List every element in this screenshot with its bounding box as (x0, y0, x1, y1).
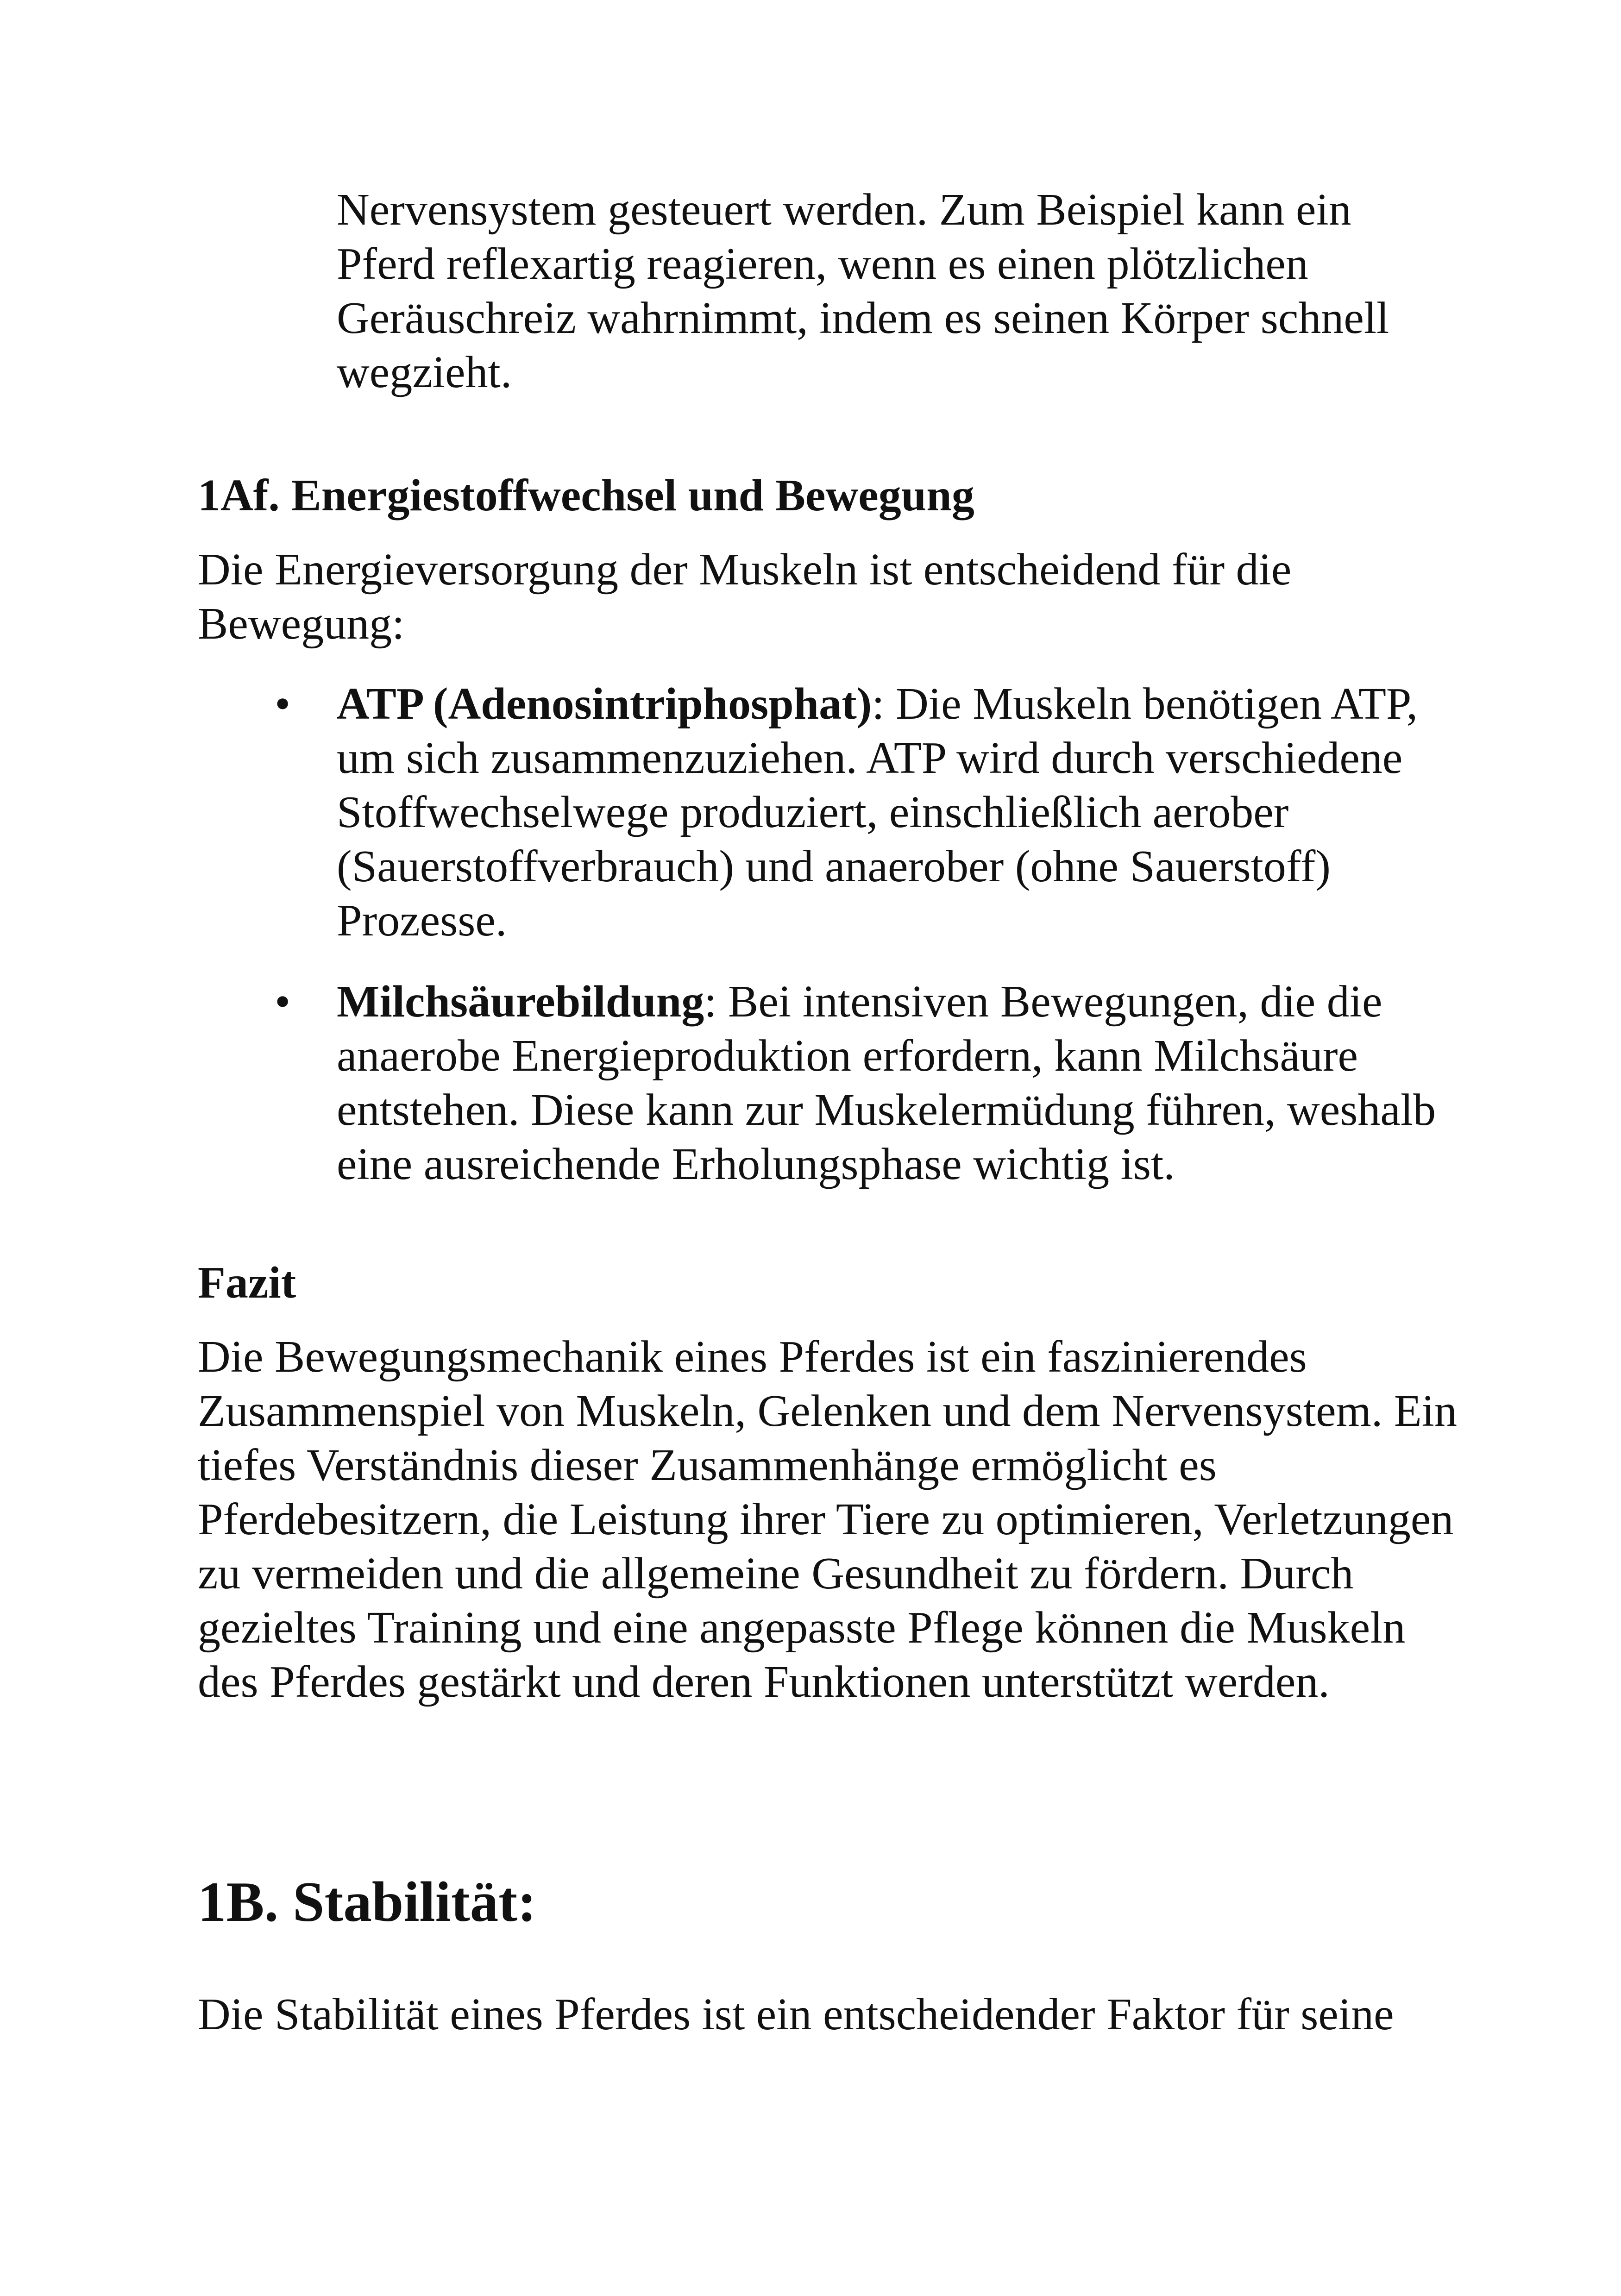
fazit-paragraph: Die Bewegungsmechanik eines Pferdes ist ein faszinierendes Zusammenspiel von Muskeln, Gelenken und dem Nervensystem. Ein tiefes Verständnis dieser Zusammenhänge ermöglicht es Pferdebesitzern, die Leistung ihrer Tiere zu optimieren, Verletzungen zu vermeiden und die allgemeine Gesundheit zu fördern. Durch gezieltes Training und eine angepasste Pflege können die Muskeln des Pferdes gestärkt und deren Funktionen unterstützt werden. (198, 1332, 1457, 1707)
section-heading-1af: 1Af. Energiestoffwechsel und Bewegung (198, 470, 974, 521)
list-item (198, 677, 1495, 948)
bullet-marker: • (275, 977, 291, 1027)
list-item-text (337, 677, 1448, 948)
list-item-text (337, 975, 1448, 1192)
section-heading-fazit: Fazit (198, 1258, 296, 1308)
list-item-term: ATP (Adenosintriphosphat) (337, 679, 872, 729)
list-item-term: Milchsäurebildung (337, 977, 704, 1027)
section-1b-paragraph: Die Stabilität eines Pferdes ist ein entscheidender Faktor für seine (198, 1989, 1394, 2039)
continued-paragraph: Nervensystem gesteuert werden. Zum Beispiel kann ein Pferd reflexartig reagieren, wenn es einen plötzlichen Geräuschreiz wahrnimmt, indem es seinen Körper schnell wegzieht. (337, 185, 1389, 397)
section-intro-paragraph: Die Energieversorgung der Muskeln ist entscheidend für die Bewegung: (198, 545, 1292, 649)
list-item (198, 975, 1495, 1192)
section-heading-1b: 1B. Stabilität: (198, 1870, 537, 1933)
bullet-marker: • (275, 679, 291, 729)
list-item-description: : Bei intensiven Bewegungen, die die anaerobe Energieproduktion erfordern, kann Milchsäure entstehen. Diese kann zur Muskelermüdung führen, weshalb eine ausreichende Erholungsphase wichtig ist. (337, 977, 1436, 1189)
list-item-description: : Die Muskeln benötigen ATP, um sich zusammenzuziehen. ATP wird durch verschiedene Stoffwechselwege produziert, einschließlich aerober (Sauerstoffverbrauch) und anaerober (ohne Sauerstoff) Prozesse. (337, 679, 1418, 946)
bullet-list (198, 677, 1495, 1218)
